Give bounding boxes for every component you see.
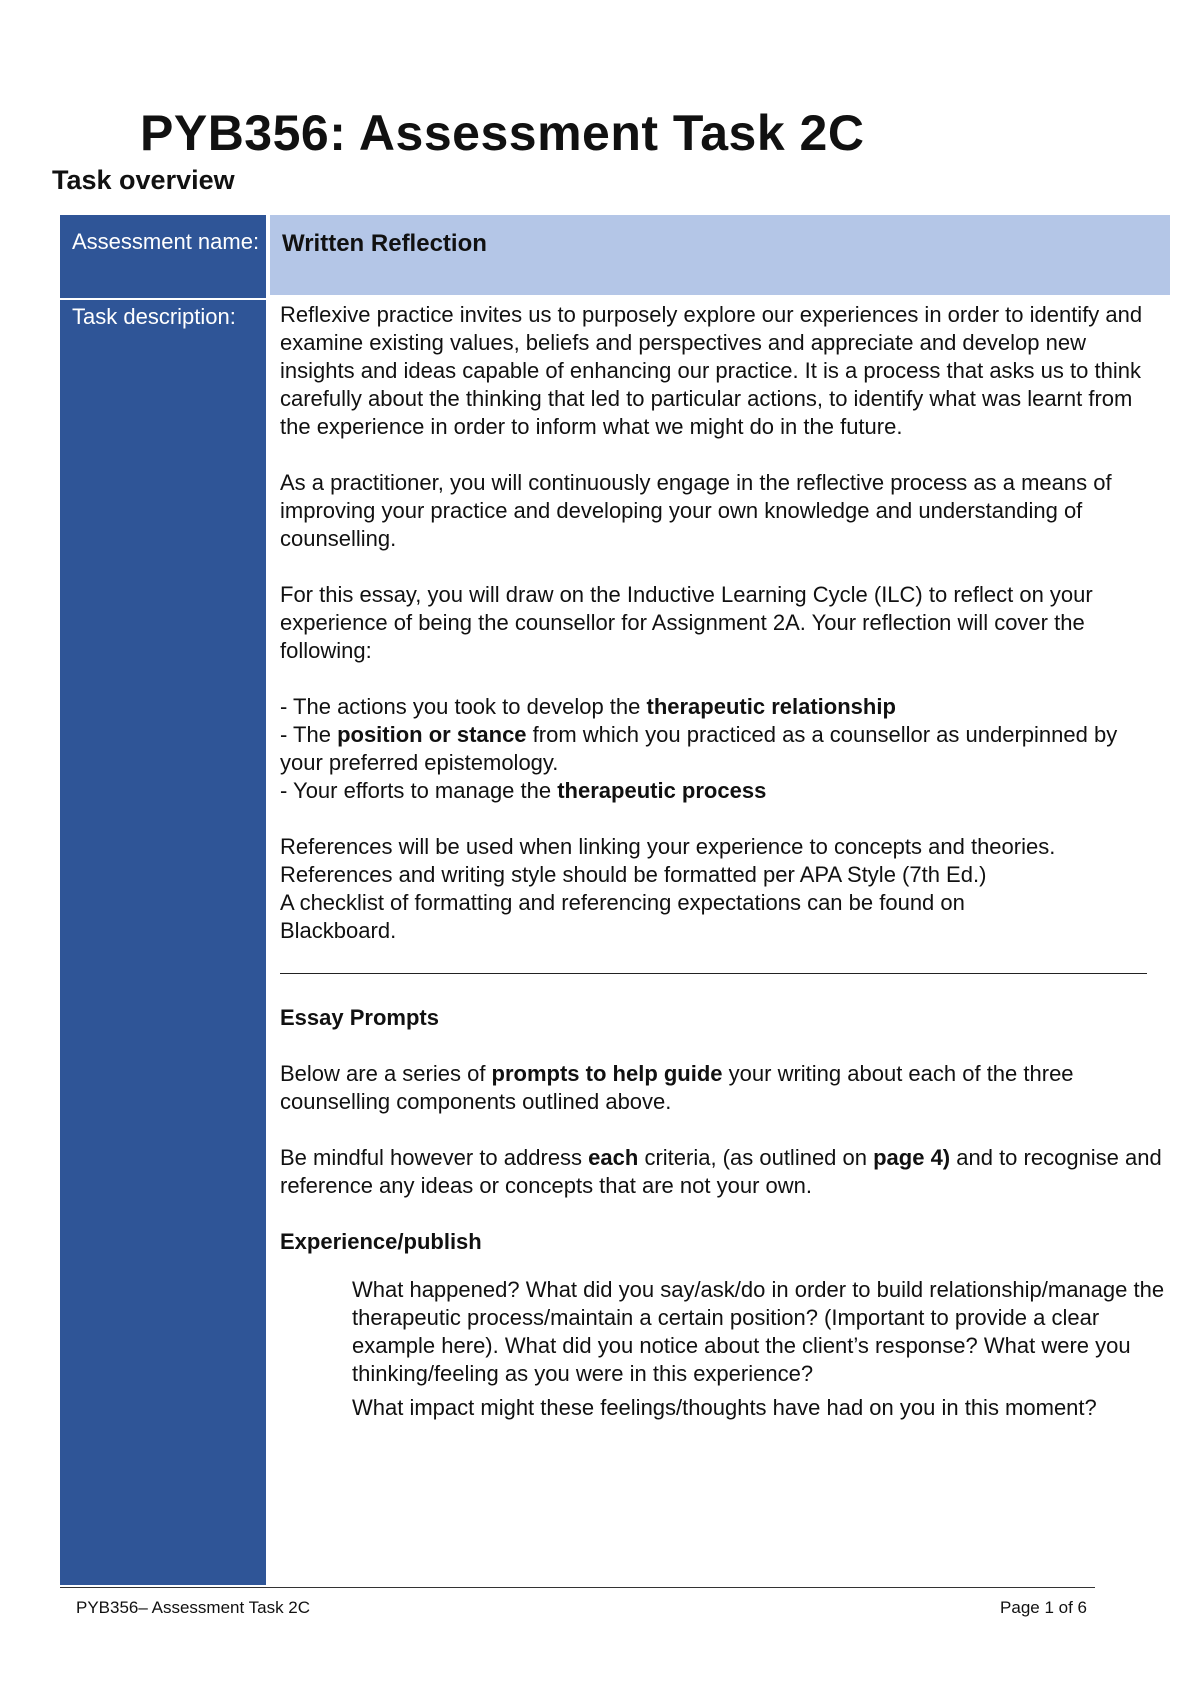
experience-question-2: What impact might these feelings/thoughts have had on you in this moment?	[352, 1395, 1097, 1420]
footer-rule	[60, 1587, 1095, 1588]
paragraph-text: your writing about each of the three counselling components outlined above.	[280, 1061, 1074, 1114]
bullet-therapeutic-relationship	[280, 693, 1165, 721]
references-line-2: References and writing style should be formatted per APA Style (7th Ed.)	[280, 862, 987, 887]
assessment-name-value: Written Reflection	[282, 230, 487, 257]
bullet-emphasis: position or stance	[337, 722, 527, 747]
paragraph-emphasis: page 4)	[873, 1145, 951, 1170]
assessment-name-cell	[270, 215, 1170, 295]
mindful-paragraph	[280, 1144, 1165, 1200]
paragraph-text: Be mindful however to address	[280, 1145, 589, 1170]
heading-text: Essay Prompts	[280, 1005, 439, 1030]
bullet-emphasis: therapeutic process	[557, 778, 767, 803]
prompts-paragraph	[280, 1060, 1165, 1116]
essay-prompts-heading	[280, 1004, 1165, 1032]
bullet-text: - Your efforts to manage the	[280, 778, 558, 803]
paragraph-text: and to recognise and reference any ideas or concepts that are not your own.	[280, 1145, 1162, 1198]
document-title: PYB356: Assessment Task 2C	[140, 105, 865, 161]
bullet-text: from which you practiced as a counsellor as underpinned by your preferred epistemology.	[280, 722, 1118, 775]
footer-document-name: PYB356– Assessment Task 2C	[76, 1598, 311, 1617]
intro-paragraph: Reflexive practice invites us to purposely explore our experiences in order to identify and examine existing values, beliefs and perspectives and appreciate and develop new insights and ideas capable of enhancing our practice. It is a process that asks us to think carefully about the thinking that led to particular actions, to identify what was learnt from the experience in order to inform what we might do in the future.	[280, 302, 1143, 439]
experience-question-1: What happened? What did you say/ask/do in order to build relationship/manage the therapeutic process/maintain a certain position? (Important to provide a clear example here). What did you notice about the client’s response? What were you thinking/feeling as you were in this experience?	[352, 1277, 1165, 1386]
paragraph-emphasis: each	[588, 1145, 639, 1170]
task-description-label: Task description:	[72, 304, 236, 329]
experience-heading	[280, 1228, 1165, 1256]
practitioner-paragraph: As a practitioner, you will continuously engage in the reflective process as a means of improving your practice and developing your own knowledge and understanding of counselling.	[280, 470, 1112, 551]
experience-prompts	[280, 1276, 1165, 1422]
bullet-emphasis: therapeutic relationship	[646, 694, 896, 719]
bullet-therapeutic-process	[280, 777, 1165, 805]
paragraph-text: Below are a series of	[280, 1061, 492, 1086]
heading-text: Experience/publish	[280, 1229, 482, 1254]
bullet-text: - The	[280, 722, 338, 747]
bullet-position-stance	[280, 721, 1165, 777]
label-divider	[60, 298, 266, 300]
assessment-name-label: Assessment name:	[72, 229, 260, 254]
task-description-content	[280, 301, 1165, 1428]
paragraph-text: criteria, (as outlined on	[638, 1145, 874, 1170]
references-line-1: References will be used when linking your experience to concepts and theories.	[280, 834, 1056, 859]
section-subtitle: Task overview	[52, 165, 235, 195]
essay-paragraph: For this essay, you will draw on the Inductive Learning Cycle (ILC) to reflect on your experience of being the counsellor for Assignment 2A. Your reflection will cover the following:	[280, 582, 1093, 663]
footer-page-number: Page 1 of 6	[1000, 1598, 1087, 1617]
paragraph-emphasis: prompts to help guide	[491, 1061, 723, 1086]
section-divider	[280, 973, 1147, 974]
task-overview-table	[60, 215, 1170, 1585]
label-column	[60, 215, 266, 1585]
bullet-text: - The actions you took to develop the	[280, 694, 647, 719]
references-line-3: A checklist of formatting and referencing expectations can be found on Blackboard.	[280, 890, 965, 943]
